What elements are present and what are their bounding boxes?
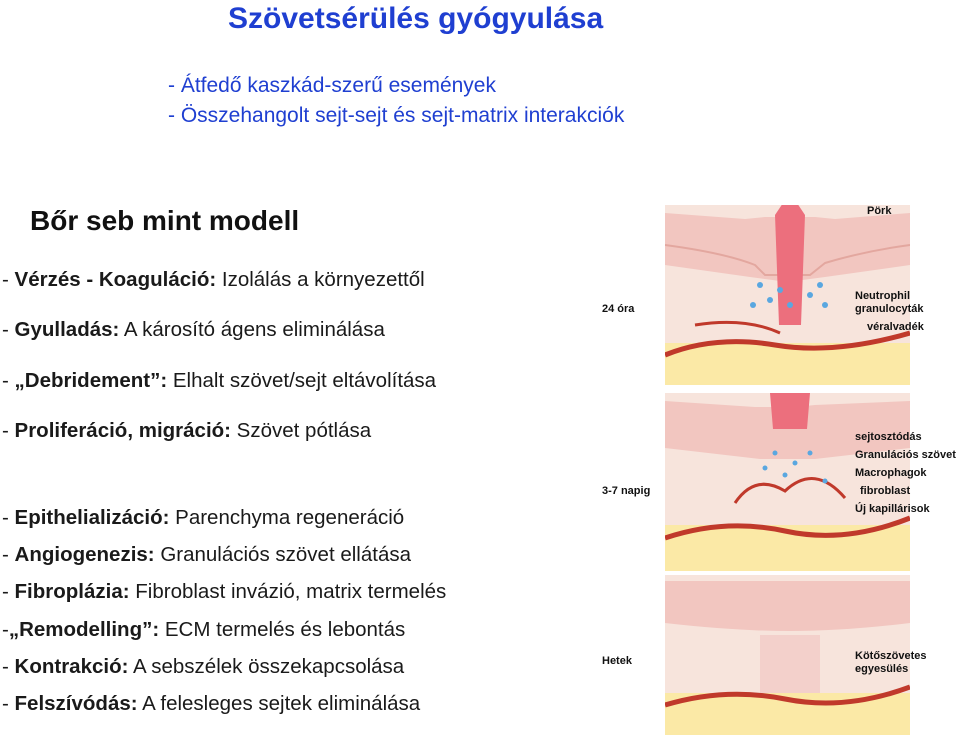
time-label: 3-7 napig: [602, 485, 651, 497]
figure-label: Neutrophil granulocyták: [855, 290, 924, 315]
intro-item: - Összehangolt sejt-sejt és sejt-matrix interakciók: [168, 104, 625, 127]
list-item: - Proliferáció, migráció: Szövet pótlása: [2, 419, 372, 442]
list-item: - Fibroplázia: Fibroblast invázió, matrix termelés: [2, 580, 447, 603]
wound-healing-figure: [590, 195, 960, 737]
list-item: - Vérzés - Koaguláció: Izolálás a környezettől: [2, 268, 425, 291]
list-item: - Epithelializáció: Parenchyma regeneráció: [2, 506, 405, 529]
time-label: 24 óra: [602, 303, 635, 315]
section-title: Bőr seb mint modell: [30, 205, 300, 236]
figure-label: Kötőszövetes egyesülés: [855, 650, 927, 675]
figure-label: Pörk: [867, 205, 892, 217]
figure-label: Granulációs szövet: [855, 449, 956, 461]
intro-list: [168, 71, 624, 131]
figure-label: véralvadék: [867, 321, 924, 333]
time-label: Hetek: [602, 655, 632, 667]
list-item: - Felszívódás: A felesleges sejtek eliminálása: [2, 692, 421, 715]
figure-label: Új kapillárisok: [855, 503, 930, 515]
figure-label: fibroblast: [860, 485, 911, 497]
list-item: - „Debridement”: Elhalt szövet/sejt eltávolítása: [2, 369, 437, 392]
list-item: - Angiogenezis: Granulációs szövet ellátása: [2, 543, 412, 566]
list-item: -„Remodelling”: ECM termelés és lebontás: [2, 618, 406, 641]
figure-label: Macrophagok: [855, 467, 927, 479]
slide-title: Szövetsérülés gyógyulása: [228, 2, 604, 35]
intro-item: - Átfedő kaszkád-szerű események: [168, 74, 496, 97]
list-item: - Gyulladás: A károsító ágens eliminálása: [2, 318, 385, 341]
list-item: - Kontrakció: A sebszélek összekapcsolása: [2, 655, 405, 678]
figure-label: sejtosztódás: [855, 431, 922, 443]
panel-3-7days-illustration: [665, 393, 910, 571]
